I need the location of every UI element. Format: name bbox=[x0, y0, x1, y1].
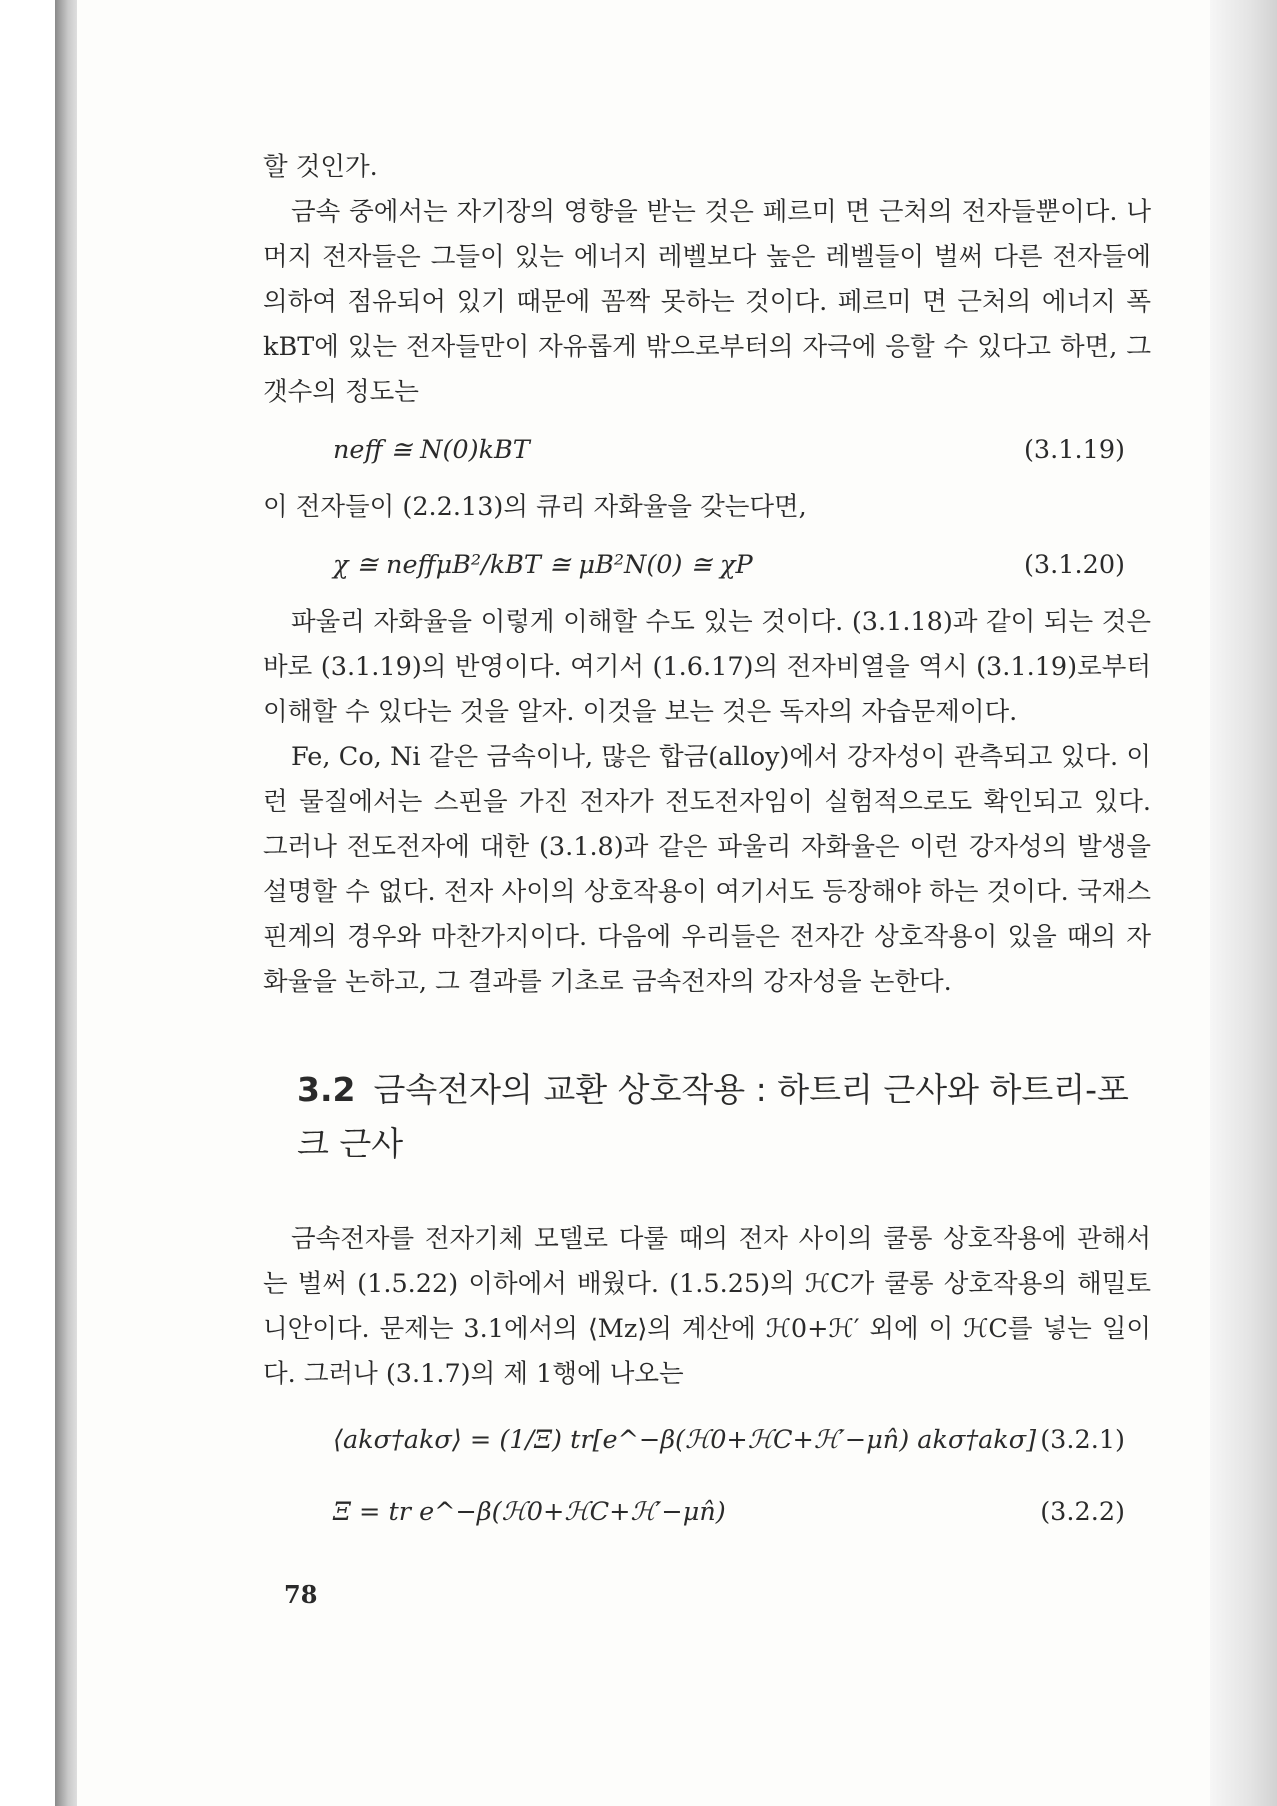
section-title: 금속전자의 교환 상호작용 : 하트리 근사와 하트리-포크 근사 bbox=[297, 1070, 1129, 1163]
equation-expression: neff ≅ N(0)kBT bbox=[333, 435, 530, 465]
equation-3-1-20 bbox=[263, 536, 1151, 594]
equation-3-1-19 bbox=[263, 421, 1151, 479]
section-number: 3.2 bbox=[297, 1070, 356, 1109]
equation-expression: ⟨akσ†akσ⟩ = (1/Ξ) tr[e^−β(ℋ0+ℋC+ℋ′−μn̂) akσ†akσ] bbox=[333, 1425, 1037, 1455]
equation-expression: Ξ = tr e^−β(ℋ0+ℋC+ℋ′−μn̂) bbox=[333, 1497, 726, 1527]
page-content bbox=[263, 145, 1151, 1547]
paragraph-fermi-surface: 금속 중에서는 자기장의 영향을 받는 것은 페르미 면 근처의 전자들뿐이다. 나머지 전자들은 그들이 있는 에너지 레벨보다 높은 레벨들이 벌써 다른 전자들에 의하여 점유되어 있기 때문에 꼼짝 못하는 것이다. 페르미 면 근처의 에너지 폭 kBT에 있는 전자들만이 자유롭게 밖으로부터의 자극에 응할 수 있다고 하면, 그 갯수의 정도는 bbox=[263, 197, 1151, 407]
equation-expression: χ ≅ neffμB²/kBT ≅ μB²N(0) ≅ χP bbox=[333, 550, 753, 580]
equation-3-2-1 bbox=[263, 1403, 1151, 1477]
paragraph-ferromagnetism: Fe, Co, Ni 같은 금속이나, 많은 합금(alloy)에서 강자성이 관측되고 있다. 이런 물질에서는 스핀을 가진 전자가 전도전자임이 실험적으로도 확인되고 있다. 그러나 전도전자에 대한 (3.1.8)과 같은 파울리 자화율은 이런 강자성의 발생을 설명할 수 없다. 전자 사이의 상호작용이 여기서도 등장해야 하는 것이다. 국재스핀계의 경우와 마찬가지이다. 다음에 우리들은 전자간 상호작용이 있을 때의 자화율을 논하고, 그 결과를 기초로 금속전자의 강자성을 논한다. bbox=[263, 742, 1151, 997]
equation-number: (3.2.1) bbox=[1040, 1425, 1125, 1455]
page-number: 78 bbox=[284, 1580, 318, 1609]
paragraph-coulomb: 금속전자를 전자기체 모델로 다룰 때의 전자 사이의 쿨롱 상호작용에 관해서는 벌써 (1.5.22) 이하에서 배웠다. (1.5.25)의 ℋC가 쿨롱 상호작용의 해밀토니안이다. 문제는 3.1에서의 ⟨Mz⟩의 계산에 ℋ0+ℋ′ 외에 이 ℋC를 넣는 일이다. 그러나 (3.1.7)의 제 1행에 나오는 bbox=[263, 1224, 1151, 1389]
paragraph-pauli: 파울리 자화율을 이렇게 이해할 수도 있는 것이다. (3.1.18)과 같이 되는 것은 바로 (3.1.19)의 반영이다. 여기서 (1.6.17)의 전자비열을 역시 (3.1.19)로부터 이해할 수 있다는 것을 알자. 이것을 보는 것은 독자의 자습문제이다. bbox=[263, 607, 1151, 727]
page-edge-left bbox=[55, 0, 77, 1806]
equation-3-2-2 bbox=[263, 1483, 1151, 1541]
page-edge-right bbox=[1210, 0, 1277, 1806]
equation-number: (3.1.20) bbox=[1023, 550, 1125, 580]
paragraph-continuation: 할 것인가. bbox=[263, 152, 378, 182]
equation-number: (3.1.19) bbox=[1023, 435, 1125, 465]
section-heading bbox=[263, 1063, 1151, 1171]
paragraph-curie: 이 전자들이 (2.2.13)의 큐리 자화율을 갖는다면, bbox=[263, 492, 807, 522]
equation-number: (3.2.2) bbox=[1040, 1497, 1125, 1527]
